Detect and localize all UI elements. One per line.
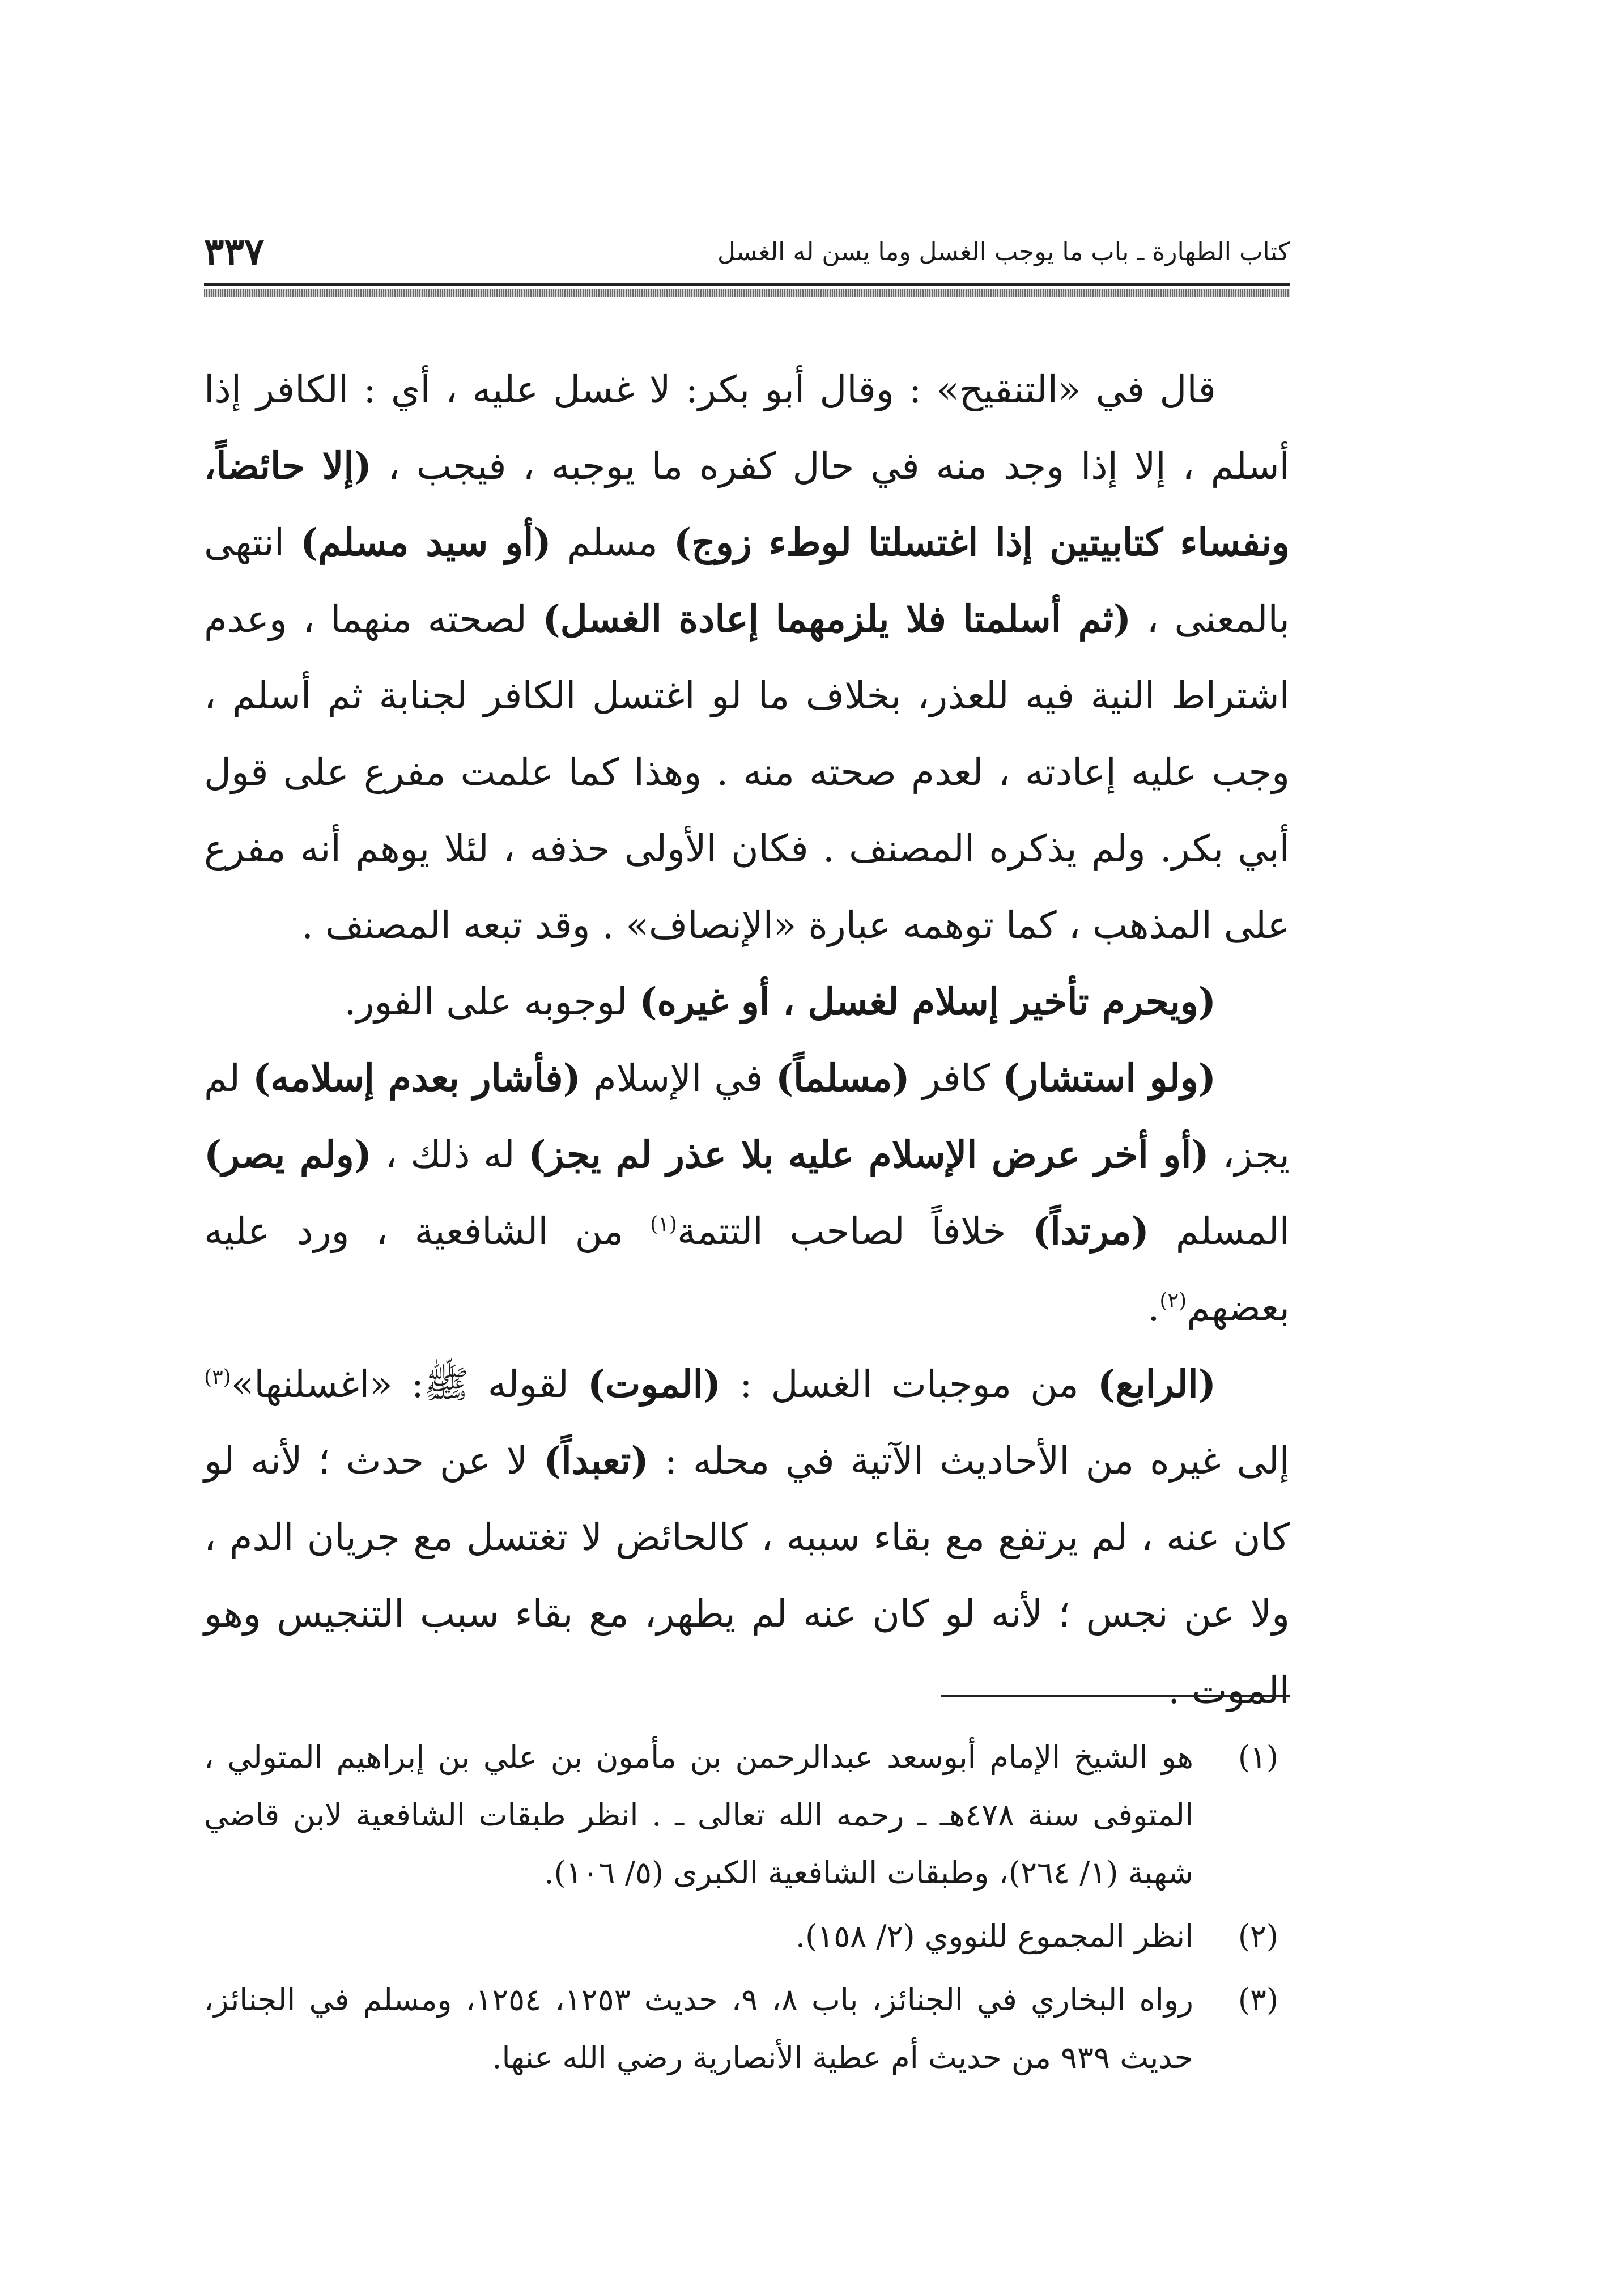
text-span: قال في «التنقيح» : وقال أبو بكر: لا غسل عليه ، أي : الكافر إذا أسلم ، إلا إذا وجد منه في حال كفره ما يوجبه ، فيجب ، [204, 368, 1290, 488]
header-hatched-rule [204, 289, 1290, 297]
footnote-text: رواه البخاري في الجنائز، باب ٨، ٩، حديث ١٢٥٣، ١٢٥٤، ومسلم في الجنائز، حديث ٩٣٩ من حديث أم عطية الأنصارية رضي الله عنها. [204, 1982, 1193, 2075]
text-span: لا عن حدث ؛ لأنه لو كان عنه ، لم يرتفع مع بقاء سببه ، كالحائض لا تغتسل مع جريان الدم ، ولا عن نجس ؛ لأنه لو كان عنه لم يطهر، مع بقاء سبب التنجيس وهو الموت . [204, 1439, 1290, 1712]
bold-span: (ويحرم تأخير إسلام لغسل ، أو غيره) [639, 979, 1216, 1024]
footnote-2 [204, 1908, 1290, 1965]
bold-span: (فأشار بعدم إسلامه) [253, 1056, 581, 1100]
text-span: المسلم [1149, 1209, 1290, 1253]
text-span: إلى غيره من الأحاديث الآتية في محله : [648, 1439, 1290, 1483]
text-span: من الشافعية ، ورد عليه بعضهم [204, 1209, 1290, 1330]
footnote-ref-3[interactable]: (٣) [204, 1365, 231, 1389]
text-span: لوجوبه على الفور. [344, 980, 640, 1024]
text-span: خلافاً لصاحب التتمة [677, 1209, 1033, 1253]
footnote-ref-1[interactable]: (١) [650, 1212, 677, 1236]
paragraph-1 [204, 351, 1290, 963]
bold-span: (إلا حائضاً، ونفساء كتابيتين إذا اغتسلتا لوطء زوج) [204, 444, 1290, 564]
header-title: كتاب الطهارة ـ باب ما يوجب الغسل وما يسن له الغسل [717, 237, 1290, 266]
text-span: كافر [909, 1056, 1003, 1100]
bold-span: (ولم يصر) [204, 1132, 372, 1177]
running-header [204, 230, 1290, 275]
bold-span: (أو أخر عرض الإسلام عليه بلا عذر لم يجز) [528, 1132, 1209, 1177]
text-span: مسلم [551, 521, 674, 564]
main-text [204, 351, 1290, 1729]
bold-span: (ولو استشار) [1002, 1056, 1216, 1100]
footnote-ref-2[interactable]: (٢) [1159, 1288, 1187, 1313]
text-span: لقوله ﷺ: «اغسلنها» [231, 1362, 588, 1406]
text-span: لصحته منهما ، وعدم اشتراط النية فيه للعذر، بخلاف ما لو اغتسل الكافر لجنابة ثم أسلم ، وجب عليه إعادته ، لعدم صحته منه . وهذا كما علمت مفرع على قول أبي بكر. ولم يذكره المصنف . فكان الأولى حذفه ، لئلا يوهم أنه مفرع على المذهب ، كما توهمه عبارة «الإنصاف» . وقد تبعه المصنف . [204, 597, 1290, 947]
text-span: . [1147, 1286, 1160, 1330]
paragraph-2 [204, 963, 1290, 1040]
text-span: له ذلك ، [371, 1133, 529, 1177]
footnote-text: انظر المجموع للنووي (٢/ ١٥٨). [795, 1918, 1193, 1954]
text-span: لم يجز، [204, 1056, 1290, 1177]
footnote-1 [204, 1729, 1290, 1902]
text-span: في الإسلام [580, 1056, 776, 1100]
header-rule [204, 283, 1290, 286]
bold-span: (مرتداً) [1032, 1209, 1149, 1253]
footnote-number: (٣) [1238, 1982, 1278, 2018]
footnote-number: (١) [1238, 1739, 1278, 1775]
paragraph-3 [204, 1040, 1290, 1346]
paragraph-4 [204, 1346, 1290, 1729]
footnote-separator [941, 1695, 1290, 1697]
bold-span: (مسلماً) [775, 1056, 910, 1100]
footnote-number: (٢) [1238, 1918, 1278, 1954]
bold-span: (ثم أسلمتا فلا يلزمهما إعادة الغسل) [542, 597, 1132, 641]
text-span: انتهى بالمعنى ، [204, 521, 1290, 641]
page-number: ٣٣٧ [204, 230, 265, 274]
bold-span: (أو سيد مسلم) [300, 520, 551, 564]
bold-span: (الموت) [587, 1362, 721, 1406]
bold-span: (تعبداً) [543, 1438, 649, 1483]
text-span: من موجبات الغسل : [721, 1362, 1098, 1406]
footnote-text: هو الشيخ الإمام أبوسعد عبدالرحمن بن مأمون بن علي بن إبراهيم المتولي ، المتوفى سنة ٤٧٨هـ ـ رحمه الله تعالى ـ . انظر طبقات الشافعية لابن قاضي شهبة (١/ ٢٦٤)، وطبقات الشافعية الكبرى (٥/ ١٠٦). [204, 1739, 1193, 1891]
bold-span: (الرابع) [1097, 1362, 1216, 1406]
footnote-3 [204, 1971, 1290, 2087]
footnotes [204, 1729, 1290, 2092]
